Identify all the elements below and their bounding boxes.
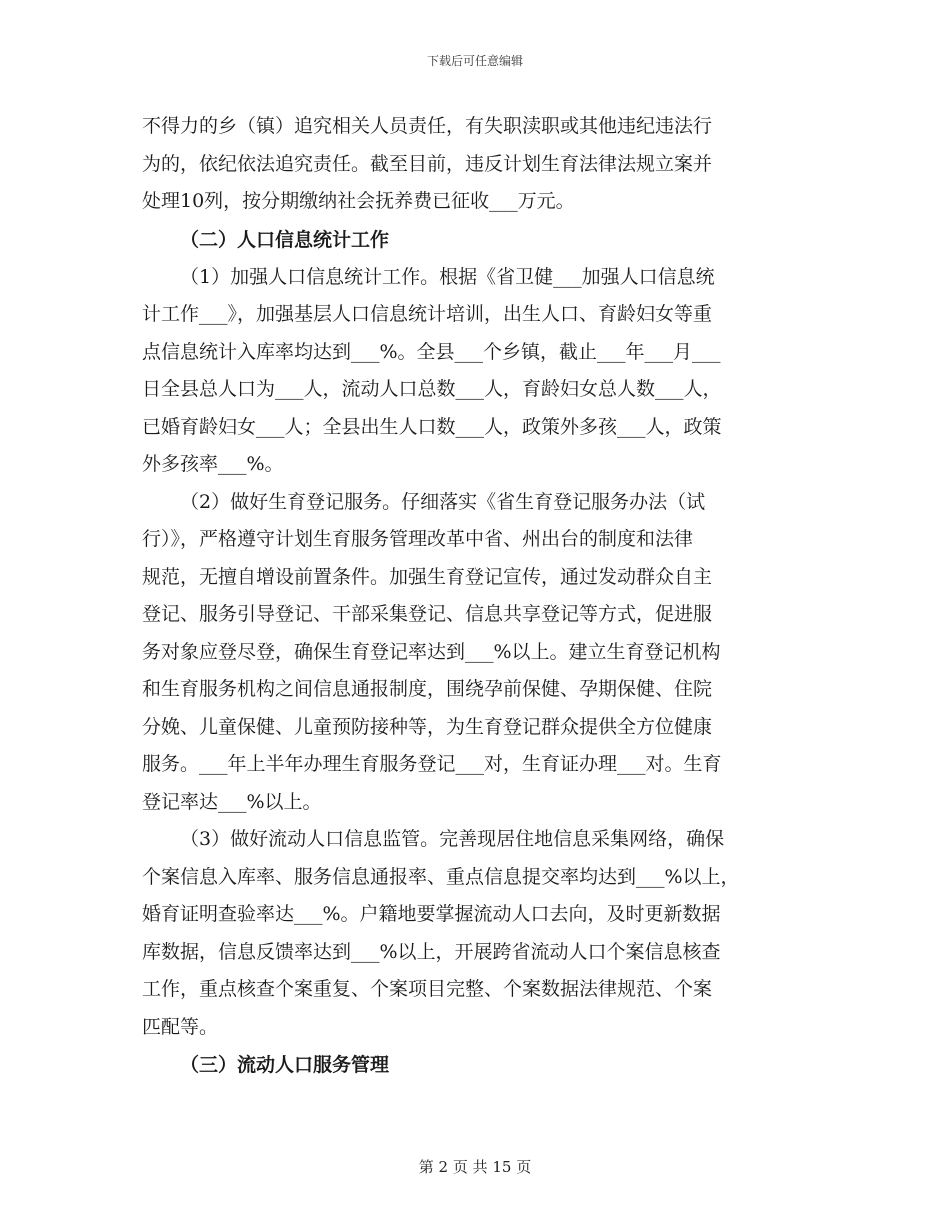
body-line: 计工作___》，加强基层人口信息统计培训，出生人口、育龄妇女等重	[142, 303, 713, 325]
body-line: 婚育证明查验率达___%。户籍地要掌握流动人口去向，及时更新数据	[142, 903, 721, 925]
body-line: 登记率达___%以上。	[142, 790, 322, 813]
document-body	[142, 108, 810, 1084]
body-line: 规范，无擅自增设前置条件。加强生育登记宣传，通过发动群众自主	[142, 565, 713, 588]
page-footer: 第 2 页 共 15 页	[418, 1158, 532, 1176]
body-line: 工作，重点核查个案重复、个案项目完整、个案数据法律规范、个案	[142, 978, 713, 1000]
body-line: 库数据，信息反馈率达到___%以上，开展跨省流动人口个案信息核查	[142, 940, 721, 963]
section-heading-floating-population: （三）流动人口服务管理	[180, 1054, 390, 1076]
body-line: 日全县总人口为___人，流动人口总数___人，育龄妇女总人数___人，	[142, 378, 722, 400]
body-line: 登记、服务引导登记、干部采集登记、信息共享登记等方式，促进服	[142, 603, 713, 625]
body-line: 务对象应登尽登，确保生育登记率达到___%以上。建立生育登记机构	[142, 640, 721, 663]
paragraph-first-line: （3）做好流动人口信息监管。完善现居住地信息采集网络，确保	[180, 828, 725, 850]
page-header: 下载后可任意编辑	[426, 54, 523, 68]
body-line: 处理10列，按分期缴纳社会抚养费已征收___万元。	[142, 190, 575, 212]
body-line: 外多孩率___%。	[142, 453, 284, 475]
section-heading-population-info: （二）人口信息统计工作	[180, 228, 390, 251]
body-line: 分娩、儿童保健、儿童预防接种等，为生育登记群众提供全方位健康	[142, 715, 713, 738]
body-line: 和生育服务机构之间信息通报制度，围绕孕前保健、孕期保健、住院	[142, 678, 713, 700]
body-line: 为的，依纪依法追究责任。截至目前，违反计划生育法律法规立案并	[142, 152, 713, 175]
body-line: 服务。___年上半年办理生育服务登记___对，生育证办理___对。生育	[142, 753, 722, 775]
body-line: 个案信息入库率、服务信息通报率、重点信息提交率均达到___%以上，	[142, 865, 740, 888]
body-line: 匹配等。	[142, 1015, 219, 1038]
paragraph-first-line: （1）加强人口信息统计工作。根据《省卫健___加强人口信息统	[180, 265, 715, 288]
body-line: 不得力的乡（镇）追究相关人员责任，有失职渎职或其他违纪违法行	[142, 115, 713, 137]
paragraph-first-line: （2）做好生育登记服务。仔细落实《省生育登记服务办法（试	[180, 490, 706, 513]
body-line: 行）》，严格遵守计划生育服务管理改革中省、州出台的制度和法律	[142, 528, 694, 550]
body-line: 点信息统计入库率均达到___%。全县___个乡镇，截止___年___月___	[142, 340, 721, 363]
body-line: 已婚育龄妇女___人；全县出生人口数___人，政策外多孩___人，政策	[142, 415, 722, 438]
